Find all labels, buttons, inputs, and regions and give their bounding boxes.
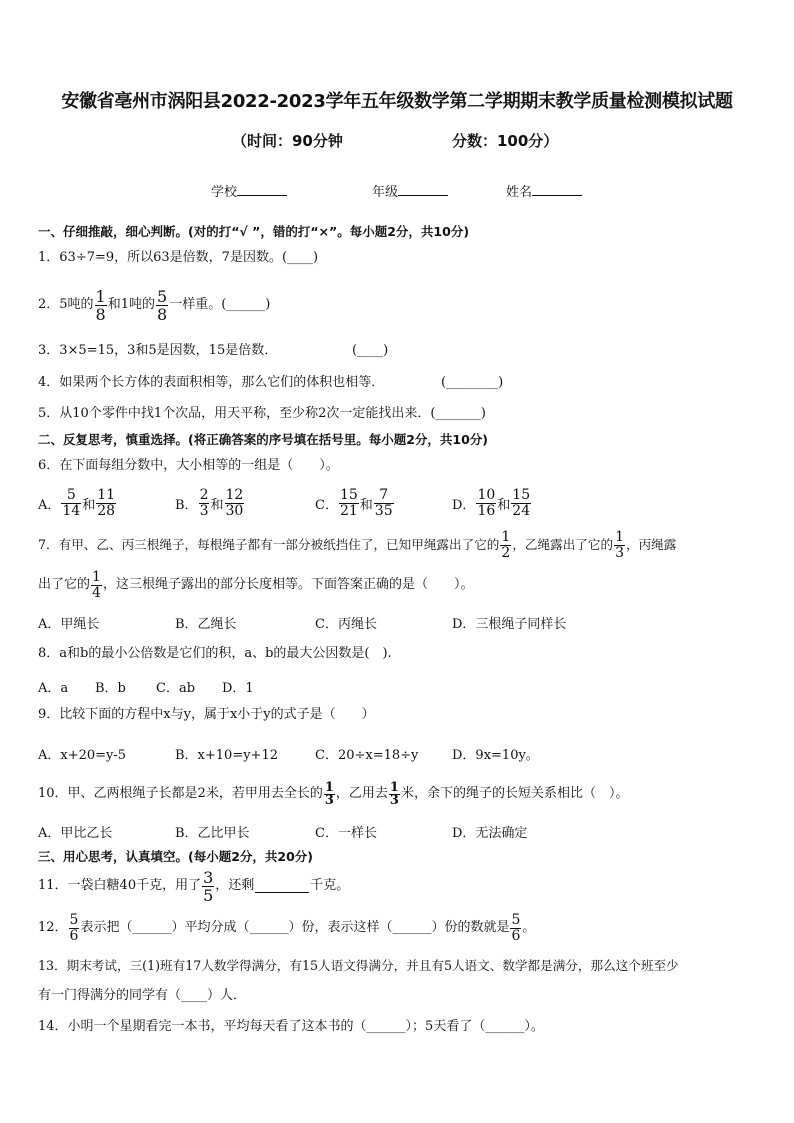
question-13-line-2: 有一门得满分的同学有（____）人． (38, 988, 247, 1003)
grade-blank[interactable] (398, 183, 448, 196)
q8-option-d[interactable]: D．1 (222, 681, 254, 696)
q10-option-d[interactable]: D．无法确定 (452, 826, 528, 841)
q7-option-c[interactable]: C．丙绳长 (315, 617, 377, 632)
q9-option-a[interactable]: A．x+20=y-5 (38, 748, 127, 763)
grade-label: 年级 (372, 185, 399, 200)
question-4: 4．如果两个长方体的表面积相等，那么它们的体积也相等． (________) (38, 375, 504, 390)
exam-title: 安徽省亳州市涡阳县2022-2023学年五年级数学第二学期期末教学质量检测模拟试题 (61, 91, 733, 112)
section-1-heading: 一、仔细推敲，细心判断。(对的打“√ ”，错的打“×”。每小题2分，共10分) (38, 224, 470, 239)
question-8-stem: 8．a和b的最小公倍数是它们的积，a、b的最大公因数是( ). (38, 646, 392, 661)
name-blank[interactable] (532, 183, 582, 196)
fraction: $\frac{5}{8}$ (157, 286, 168, 324)
question-2: 2．5吨的 $\frac{1}{8}$ 和1吨的 $\frac{5}{8}$ 一样重。(______) (38, 286, 271, 324)
fraction: $\frac{15}{24}$ (512, 486, 531, 519)
school-label: 学校 (211, 185, 238, 200)
q9-option-d[interactable]: D．9x=10y。 (452, 748, 539, 763)
school-blank[interactable] (237, 183, 287, 196)
fraction: $\frac{1}{3}$ (389, 779, 399, 808)
fraction: $\frac{2}{3}$ (199, 486, 209, 519)
fraction: $\frac{7}{35}$ (374, 486, 393, 519)
fraction: $\frac{5}{6}$ (511, 911, 521, 944)
name-field (506, 181, 582, 200)
fraction: $\frac{5}{14}$ (62, 486, 81, 519)
answer-blank[interactable]: (________) (441, 375, 504, 390)
answer-blank[interactable] (255, 880, 309, 893)
q8-option-c[interactable]: C．ab (156, 681, 196, 696)
q8-option-a[interactable]: A．a (38, 681, 69, 696)
question-7-line-2: 出了它的 $\frac{1}{4}$ ，这三根绳子露出的部分长度相等。下面答案正确的是（ ）。 (38, 568, 474, 601)
question-9-stem: 9．比较下面的方程中x与y，属于x小于y的式子是（ ） (38, 707, 375, 722)
question-12: 12． $\frac{5}{6}$ 表示把（______）平均分成（______）份，表示这样（______）份的数就是 $\frac{5}{6}$ 。 (38, 911, 536, 944)
exam-score: 分数：100分） (452, 132, 559, 150)
q7-option-d[interactable]: D．三根绳子同样长 (452, 617, 567, 632)
q7-option-b[interactable]: B．乙绳长 (175, 617, 237, 632)
fraction: $\frac{1}{3}$ (324, 779, 334, 808)
name-label: 姓名 (506, 185, 533, 200)
fraction: $\frac{1}{4}$ (92, 568, 101, 601)
question-10-stem: 10．甲、乙两根绳子长都是2米，若甲用去全长的 $\frac{1}{3}$ ，乙用去 $\frac{1}{3}$ 米，余下的绳子的长短关系相比（ ）。 (38, 779, 629, 808)
fraction: $\frac{5}{6}$ (69, 911, 79, 944)
section-3-heading: 三、用心思考，认真填空。(每小题2分，共20分) (38, 849, 314, 864)
fraction: $\frac{1}{2}$ (501, 528, 511, 561)
question-1: 1．63÷7=9，所以63是倍数，7是因数。(____) (38, 250, 319, 265)
question-13-line-1: 13．期末考试，三(1)班有17人数学得满分，有15人语文得满分，并且有5人语文、数学都是满分，那么这个班至少 (38, 958, 679, 973)
fraction: $\frac{1}{8}$ (95, 286, 106, 324)
question-11: 11．一袋白糖40千克，用了 $\frac{3}{5}$ ，还剩 千克。 (38, 867, 350, 905)
option-a[interactable]: A． $\frac{5}{14}$ 和 $\frac{11}{28}$ (38, 486, 116, 519)
fraction: $\frac{15}{21}$ (339, 486, 358, 519)
exam-time: （时间：90分钟 (232, 132, 343, 150)
fraction: $\frac{1}{3}$ (615, 528, 624, 561)
q10-option-b[interactable]: B．乙比甲长 (175, 826, 250, 841)
question-5: 5．从10个零件中找1个次品，用天平称，至少称2次一定能找出来．(_______) (38, 406, 486, 421)
answer-blank[interactable]: (____) (352, 343, 389, 358)
fraction: $\frac{10}{16}$ (477, 486, 496, 519)
option-c[interactable]: C． $\frac{15}{21}$ 和 $\frac{7}{35}$ (315, 486, 393, 519)
option-d[interactable]: D． $\frac{10}{16}$ 和 $\frac{15}{24}$ (452, 486, 531, 519)
fraction: $\frac{3}{5}$ (203, 867, 214, 905)
q10-option-a[interactable]: A．甲比乙长 (38, 826, 113, 841)
section-2-heading: 二、反复思考，慎重选择。(将正确答案的序号填在括号里。每小题2分，共10分) (38, 432, 489, 447)
question-6-stem: 6．在下面每组分数中，大小相等的一组是（ ）。 (38, 458, 339, 473)
school-field (211, 181, 287, 200)
q9-option-c[interactable]: C．20÷x=18÷y (315, 748, 419, 763)
fraction: $\frac{12}{30}$ (225, 486, 244, 519)
question-3: 3．3×5=15，3和5是因数，15是倍数． (____) (38, 343, 389, 358)
question-7-line-1: 7．有甲、乙、丙三根绳子，每根绳子都有一部分被纸挡住了，已知甲绳露出了它的 $\frac{1}{2}$ ，乙绳露出了它的 $\frac{1}{3}$ ，丙绳露 (38, 528, 677, 561)
q10-option-c[interactable]: C．一样长 (315, 826, 377, 841)
option-b[interactable]: B． $\frac{2}{3}$ 和 $\frac{12}{30}$ (175, 486, 244, 519)
fraction: $\frac{11}{28}$ (97, 486, 116, 519)
question-14: 14．小明一个星期看完一本书，平均每天看了这本书的（______）；5天看了（______）。 (38, 1019, 544, 1034)
grade-field (372, 181, 448, 200)
q7-option-a[interactable]: A．甲绳长 (38, 617, 100, 632)
q8-option-b[interactable]: B．b (95, 681, 126, 696)
q9-option-b[interactable]: B．x+10=y+12 (175, 748, 278, 763)
